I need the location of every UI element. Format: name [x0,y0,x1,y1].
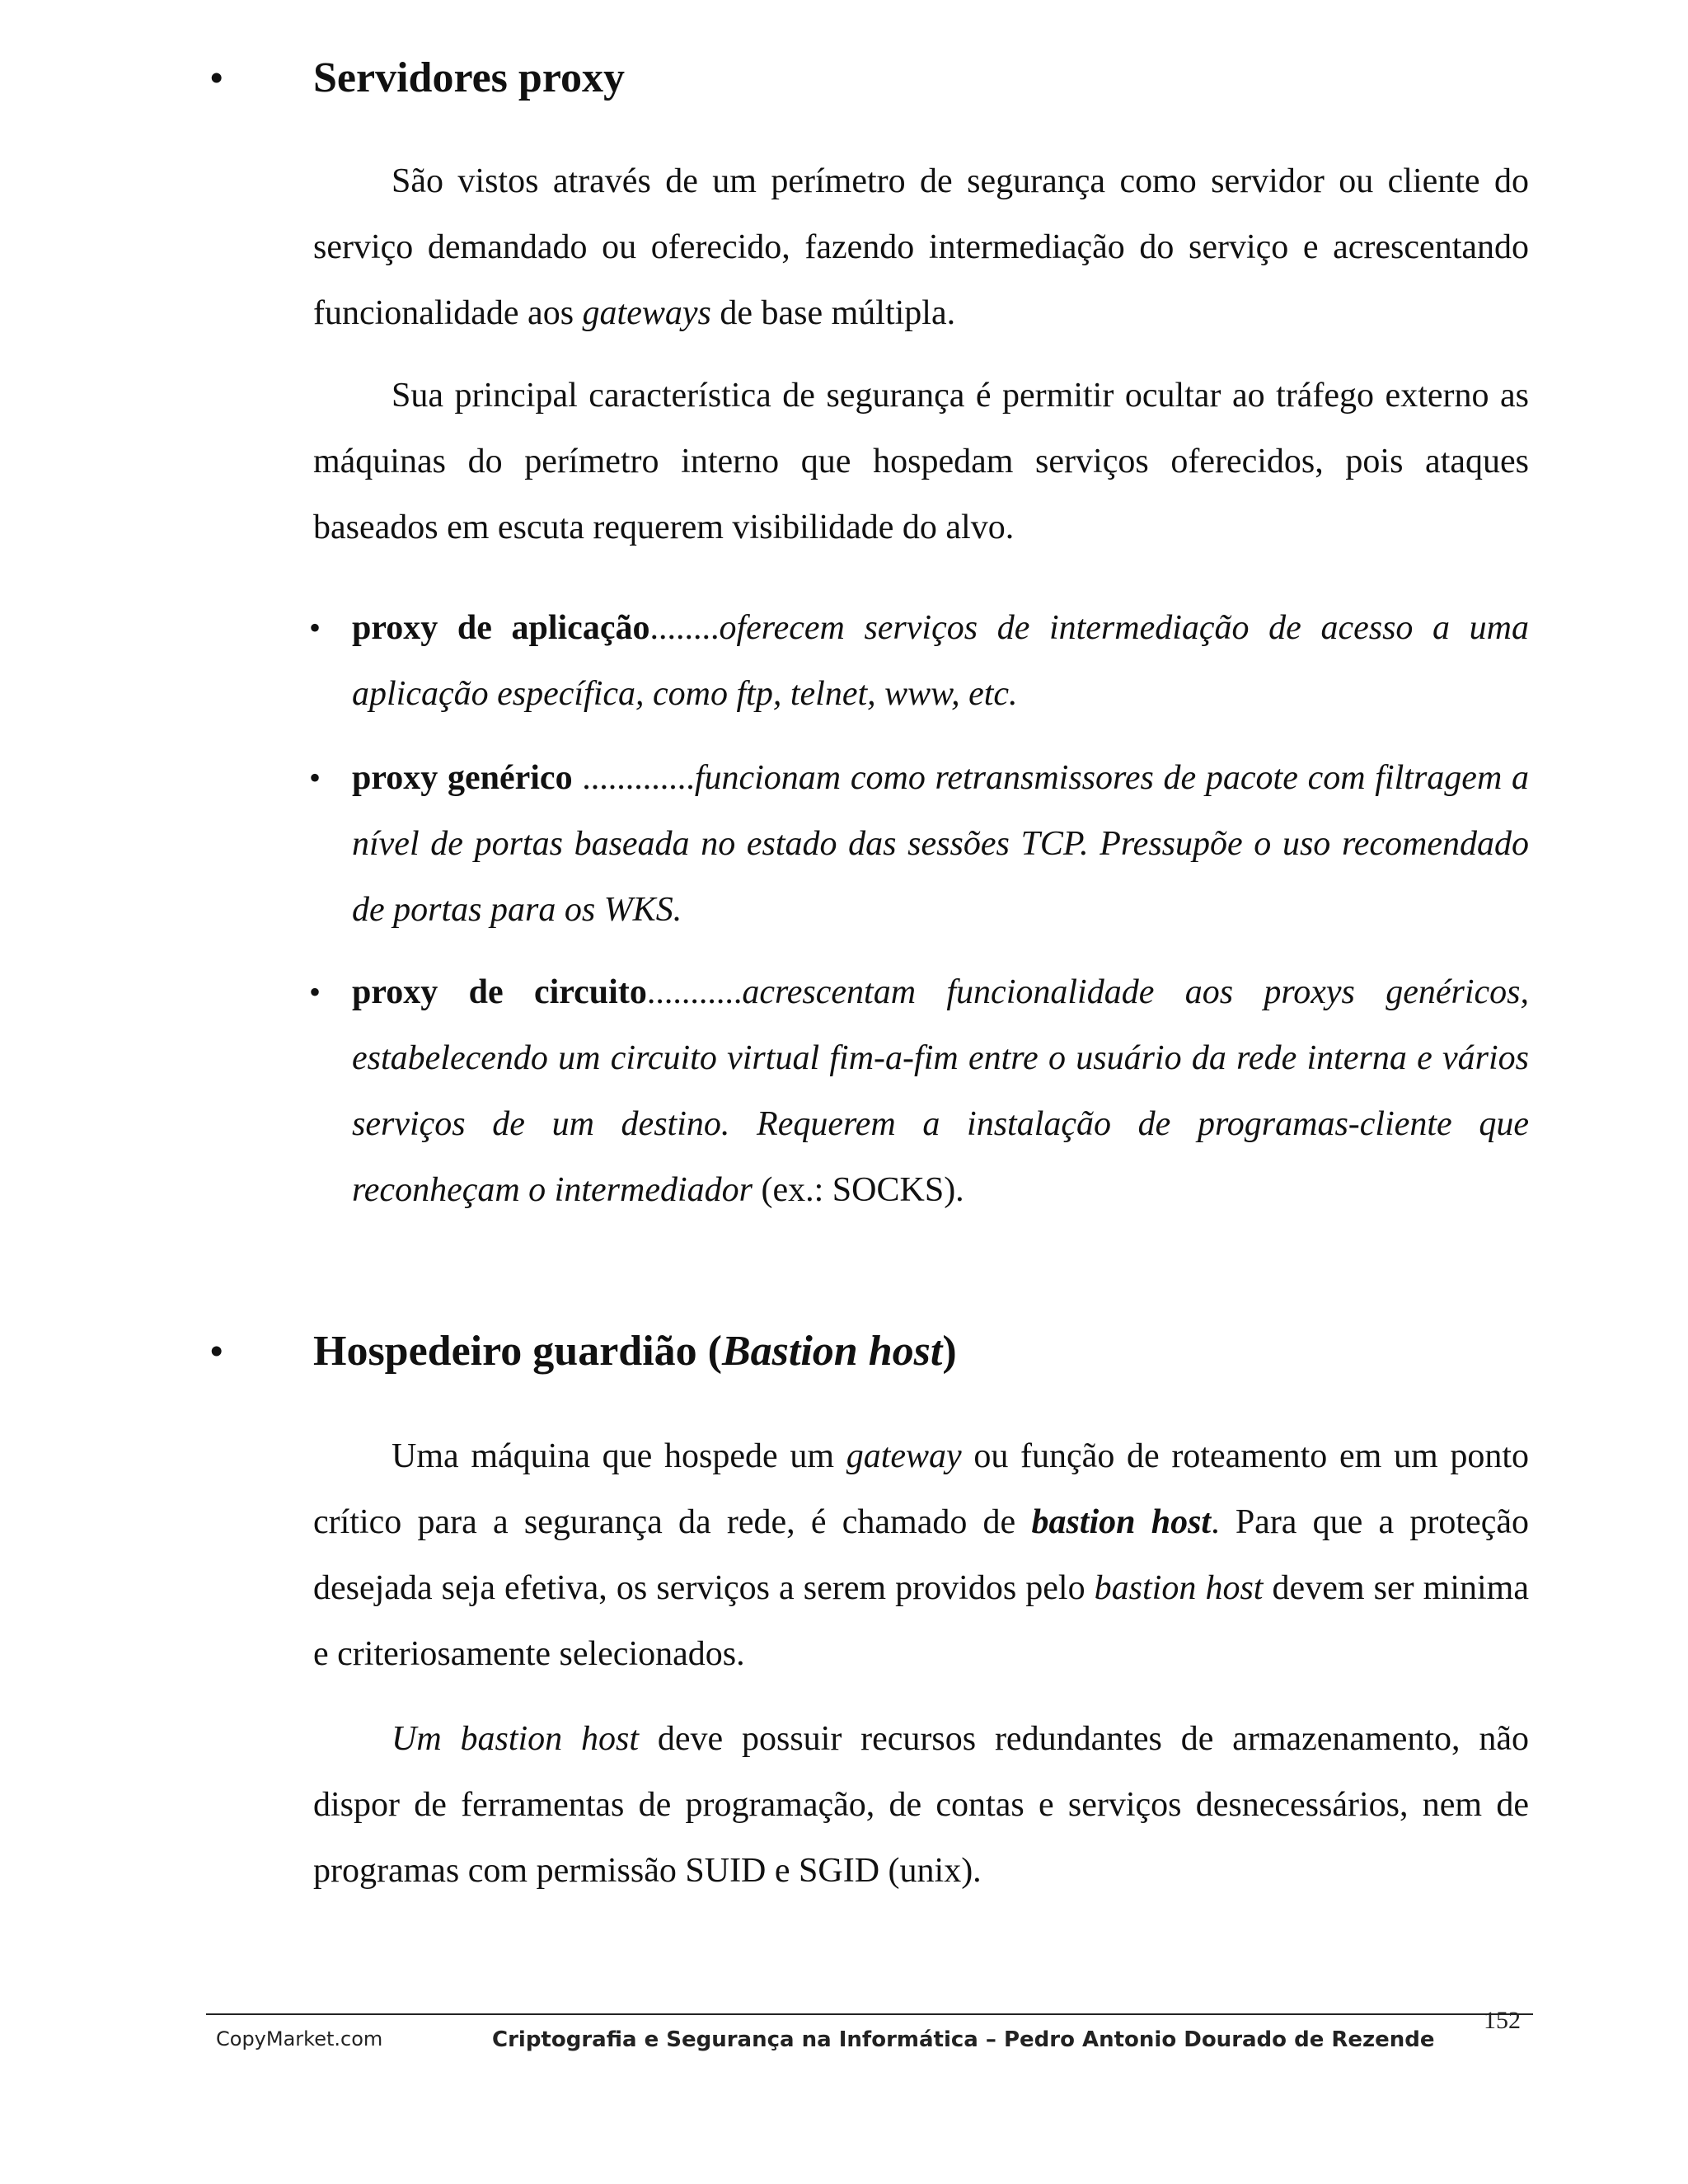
item-description: oferecem serviços de intermediação de acesso a uma aplicação específica, como ftp, telnet, www, etc. [352,609,1529,713]
footer-rule [206,2013,1533,2015]
heading-bullet: • [210,1331,223,1371]
list-bullet: • [309,759,321,796]
section-heading-bastion-host [210,1319,1529,1385]
footer-book-title: Criptografia e Segurança na Informática – Pedro Antonio Dourado de Rezende [492,2027,1435,2052]
item-description: funcionam como retransmissores de pacote com filtragem a nível de portas baseada no estado das sessões TCP. Pressupõe o uso recomendado de portas para os WKS. [352,759,1530,929]
page-number: 152 [1484,2007,1521,2034]
list-bullet: • [309,609,321,646]
heading-text: Hospedeiro guardião (Bastion host) [313,1328,957,1375]
document-page: • Servidores proxy São vistos através de um perímetro de segurança como servidor ou cliente do serviço demandado ou oferecido, fazendo intermediação do serviço e acrescentando funcionalidade aos gateways de base múltipla. Sua principal característica de segurança é permitir ocultar ao tráfego externo as máquinas do perímetro interno que hospedam serviços oferecidos, pois ataques baseados em escuta requerem visibilidade do alvo. • proxy de aplicação........oferecem serviços de intermediação de acesso a uma aplicação específica, como ftp, telnet, www, etc. • proxy genérico .............funcionam como retransmissores de pacote com filtragem a nível de portas baseada no estado das sessões TCP. Pressupõe o uso recomendado de portas para os WKS. • proxy de circuito...........acrescentam funcionalidade aos proxys genéricos, estabelecendo um circuito virtual fim-a-fim entre o usuário da rede interna e vários serviços de um destino. Requerem a instalação de programas-cliente que reconheçam o intermediador (ex.: SOCKS). • Hospedeiro guardião (Bastion host) Uma máquina que hospede um gateway ou função de roteamento em um ponto crítico para a segurança da rede, é chamado de bastion host. Para que a proteção desejada seja efetiva, os serviços a serem providos pelo bastion host devem ser minima e criteriosamente selecionados. Um bastion host deve possuir recursos redundantes de armazenamento, não dispor de ferramentas de programação, de contas e serviços desnecessários, nem de programas com permissão SUID e SGID (unix). CopyMarket.com Criptografia e Segurança na Informática – Pedro Antonio Dourado de Rezende 152 [0,0,1688,2184]
item-term: proxy de circuito [352,973,647,1011]
list-bullet: • [309,973,321,1010]
paragraph: Sua principal característica de segurança é permitir ocultar ao tráfego externo as máquinas do perímetro interno que hospedam serviços oferecidos, pois ataques baseados em escuta requerem visibilidade do alvo. [313,377,1529,546]
item-description: acrescentam funcionalidade aos proxys genéricos, estabelecendo um circuito virtual fim-a-fim entre o usuário da rede interna e vários serviços de um destino. Requerem a instalação de programas-cliente que reconheçam o intermediador [352,973,1529,1209]
item-term: proxy de aplicação [352,609,650,647]
heading-text: Servidores proxy [313,54,625,101]
paragraph: São vistos através de um perímetro de segurança como servidor ou cliente do serviço demandado ou oferecido, fazendo intermediação do serviço e acrescentando funcionalidade aos gateways de base múltipla. [313,162,1529,332]
paragraph: Uma máquina que hospede um gateway ou função de roteamento em um ponto crítico para a segurança da rede, é chamado de bastion host. Para que a proteção desejada seja efetiva, os serviços a serem providos pelo bastion host devem ser minima e criteriosamente selecionados. [313,1437,1530,1673]
paragraph: Um bastion host deve possuir recursos redundantes de armazenamento, não dispor de ferramentas de programação, de contas e serviços desnecessários, nem de programas com permissão SUID e SGID (unix). [313,1720,1530,1890]
item-term: proxy genérico [352,759,573,797]
section-heading-proxy-servers [210,45,1529,111]
heading-bullet: • [210,58,223,98]
footer-site: CopyMarket.com [216,2027,383,2050]
